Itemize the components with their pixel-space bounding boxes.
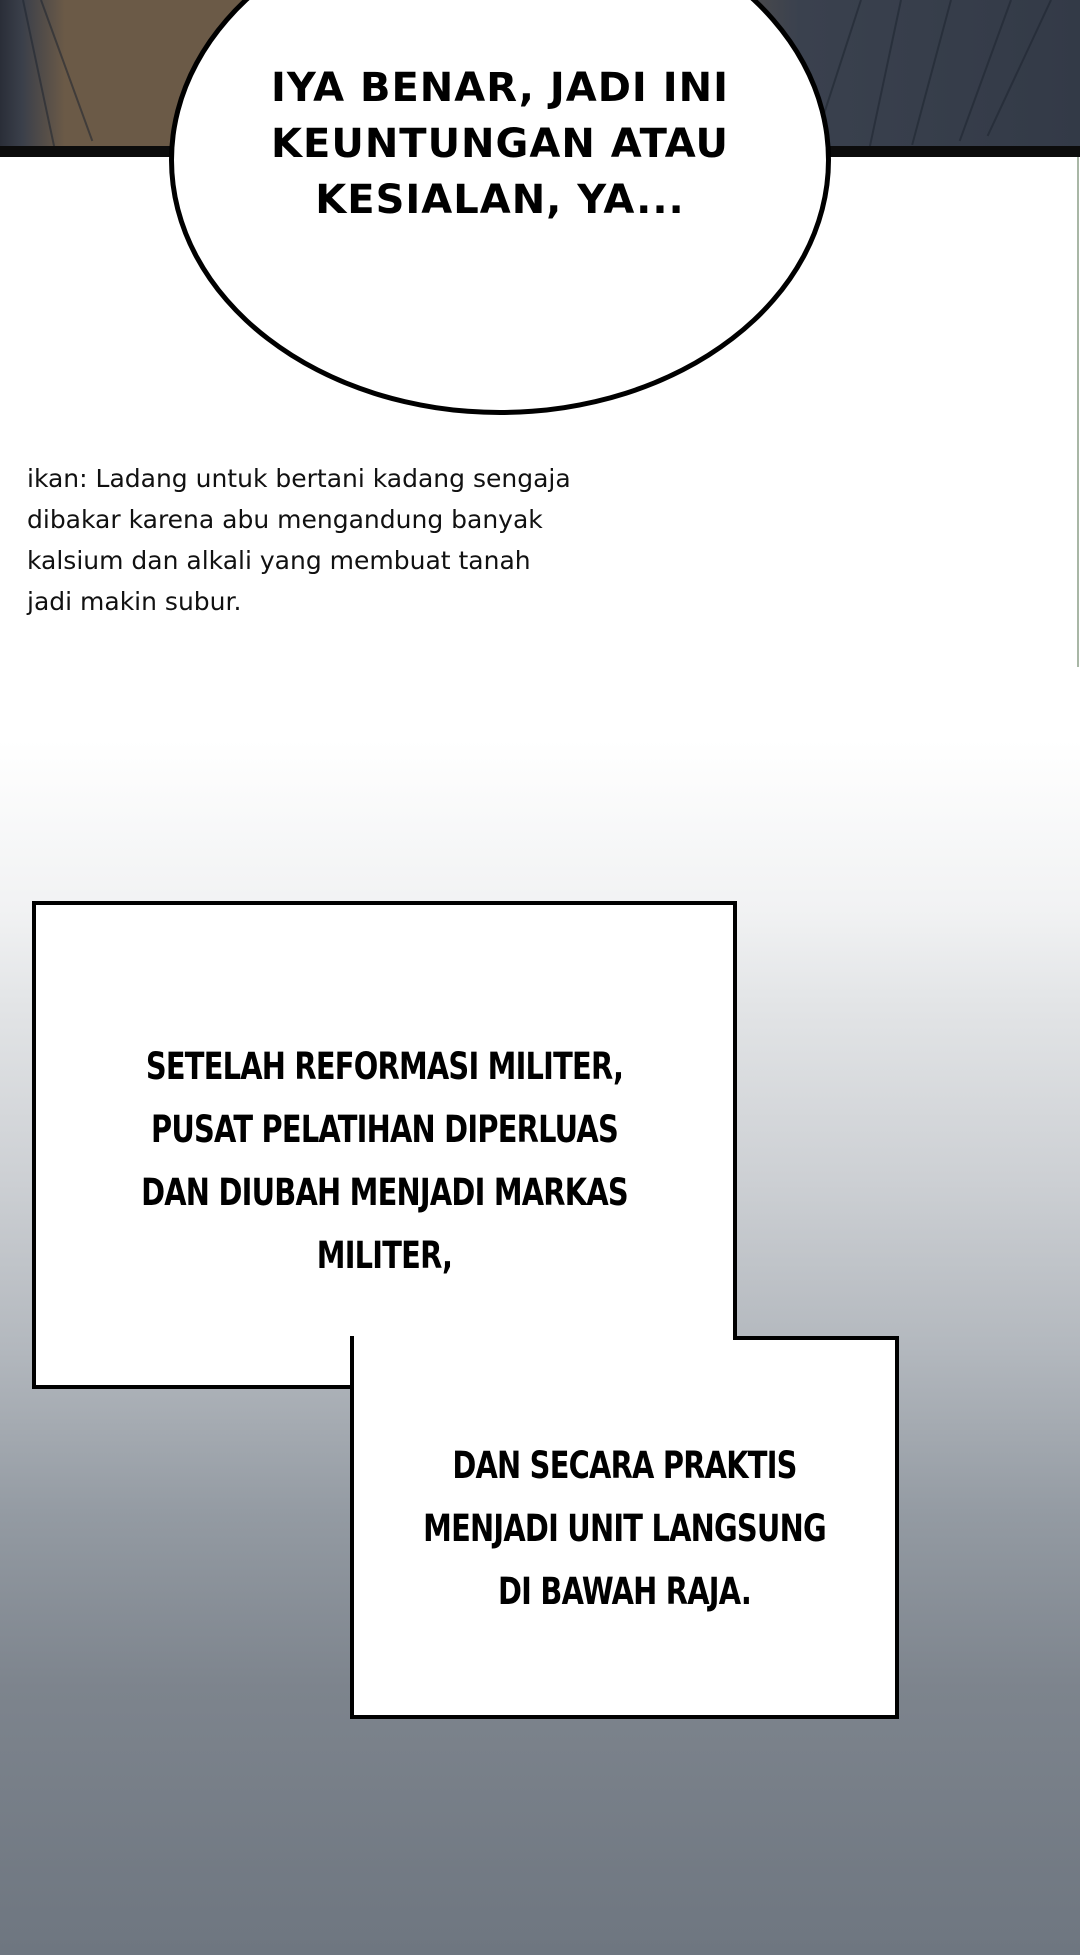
translator-note (27, 458, 587, 622)
narration-box-2-text (395, 1434, 854, 1623)
page-edge-line (1077, 157, 1079, 667)
narration-line: SETELAH REFORMASI MILITER, (145, 1045, 624, 1088)
hair-strand-art (987, 0, 1052, 136)
note-line: dibakar karena abu mengandung banyak (27, 505, 543, 534)
speech-line: IYA BENAR, JADI INI (271, 65, 729, 111)
speech-bubble-text (170, 60, 830, 228)
narration-line: MENJADI UNIT LANGSUNG (423, 1507, 826, 1550)
note-line: jadi makin subur. (27, 587, 242, 616)
speech-line: KEUNTUNGAN ATAU (271, 121, 729, 167)
narration-line: DAN SECARA PRAKTIS (452, 1444, 797, 1487)
narration-line: MILITER, (316, 1234, 453, 1277)
hair-strand-art (959, 0, 1012, 141)
note-line: kalsium dan alkali yang membuat tanah (27, 546, 531, 575)
speech-line: KESIALAN, YA... (315, 177, 685, 223)
narration-box-1-text (110, 1035, 660, 1287)
narration-line: DAN DIUBAH MENJADI MARKAS (141, 1171, 628, 1214)
narration-box-join (354, 1336, 733, 1386)
hair-strand-art (911, 0, 952, 145)
note-line: ikan: Ladang untuk bertani kadang sengaja (27, 464, 571, 493)
hair-strand-art (869, 0, 902, 147)
narration-line: PUSAT PELATIHAN DIPERLUAS (150, 1108, 618, 1151)
narration-line: DI BAWAH RAJA. (497, 1570, 752, 1613)
